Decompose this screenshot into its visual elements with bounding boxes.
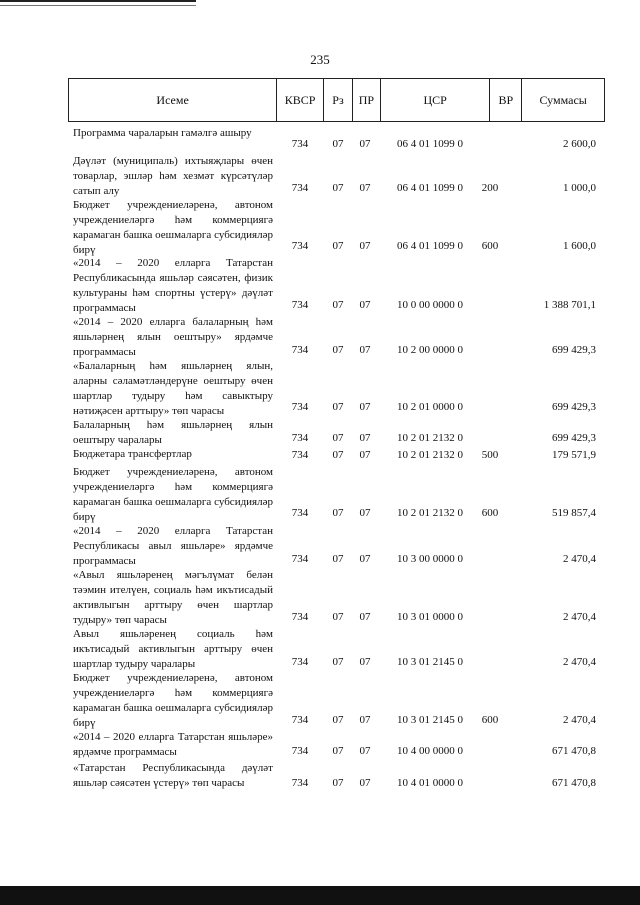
row-vr: 500 [481, 449, 499, 461]
table-row [73, 465, 596, 523]
row-csr: 10 3 01 2145 0 [397, 714, 463, 726]
row-rz: 07 [332, 344, 344, 356]
row-kvsr: 734 [291, 138, 309, 150]
row-pr: 07 [359, 553, 371, 565]
row-kvsr: 734 [291, 714, 309, 726]
row-sum: 2 600,0 [563, 138, 596, 150]
row-kvsr: 734 [291, 299, 309, 311]
row-csr: 06 4 01 1099 0 [397, 138, 463, 150]
row-csr: 10 2 01 0000 0 [397, 401, 463, 413]
row-pr: 07 [359, 745, 371, 757]
row-name: «Авыл яшьләренең мәгълүмат белән тәэмин ителүен, социаль һәм икътисадый активлыгын арттыру өчен шартлар тудыру» төп чарасы [73, 569, 273, 626]
row-rz: 07 [332, 299, 344, 311]
table-header [68, 78, 605, 122]
scan-top-line-thin [0, 5, 196, 6]
row-name: Дәүләт (муниципаль) ихтыяҗлары өчен товарлар, эшләр һәм хезмәт күрсәтүләр сатып алу [73, 155, 273, 197]
row-vr: 200 [481, 182, 499, 194]
table-row [73, 568, 596, 624]
row-name: Программа чараларын гамәлгә ашыру [73, 127, 252, 139]
row-pr: 07 [359, 299, 371, 311]
row-rz: 07 [332, 553, 344, 565]
table-row [73, 256, 596, 312]
row-kvsr: 734 [291, 553, 309, 565]
row-csr: 06 4 01 1099 0 [397, 240, 463, 252]
row-kvsr: 734 [291, 449, 309, 461]
table-row [73, 730, 596, 758]
header-rz: Рз [324, 79, 353, 121]
table-row [73, 627, 596, 669]
row-name: Бюджет учреждениеләренә, автоном учреждениеләргә һәм коммерциягә карамаган башка оешмаларга субсидияләр бирү [73, 466, 273, 523]
row-name: «2014 – 2020 елларга Татарстан яшьләре» ярдәмче программасы [73, 731, 273, 758]
header-name: Исеме [69, 79, 277, 121]
row-kvsr: 734 [291, 344, 309, 356]
row-pr: 07 [359, 611, 371, 623]
row-csr: 06 4 01 1099 0 [397, 182, 463, 194]
row-name: «2014 – 2020 елларга Татарстан Республикасы авыл яшьләре» ярдәмче программасы [73, 525, 273, 567]
row-pr: 07 [359, 240, 371, 252]
header-kvsr: КВСР [277, 79, 324, 121]
row-csr: 10 3 01 0000 0 [397, 611, 463, 623]
row-rz: 07 [332, 432, 344, 444]
row-rz: 07 [332, 138, 344, 150]
row-rz: 07 [332, 182, 344, 194]
row-kvsr: 734 [291, 656, 309, 668]
row-kvsr: 734 [291, 432, 309, 444]
table-row [73, 447, 596, 462]
row-sum: 1 388 701,1 [543, 299, 596, 311]
row-kvsr: 734 [291, 611, 309, 623]
row-sum: 2 470,4 [563, 656, 596, 668]
header-pr: ПР [353, 79, 381, 121]
row-sum: 699 429,3 [552, 432, 596, 444]
row-sum: 671 470,8 [552, 745, 596, 757]
row-csr: 10 2 00 0000 0 [397, 344, 463, 356]
row-sum: 699 429,3 [552, 344, 596, 356]
table-row [73, 418, 596, 445]
row-rz: 07 [332, 240, 344, 252]
row-csr: 10 2 01 2132 0 [397, 507, 463, 519]
row-pr: 07 [359, 182, 371, 194]
page-number: 235 [310, 52, 330, 67]
row-sum: 671 470,8 [552, 777, 596, 789]
row-pr: 07 [359, 401, 371, 413]
table-row [73, 198, 596, 256]
row-pr: 07 [359, 777, 371, 789]
row-csr: 10 4 00 0000 0 [397, 745, 463, 757]
row-kvsr: 734 [291, 182, 309, 194]
row-csr: 10 3 01 2145 0 [397, 656, 463, 668]
row-sum: 179 571,9 [552, 449, 596, 461]
row-sum: 1 600,0 [563, 240, 596, 252]
row-name: Авыл яшьләренең социаль һәм икътисадый активлыгын арттыру өчен шартлар тудыру чаралары [73, 628, 273, 670]
row-rz: 07 [332, 611, 344, 623]
row-csr: 10 4 01 0000 0 [397, 777, 463, 789]
row-pr: 07 [359, 138, 371, 150]
row-sum: 2 470,4 [563, 553, 596, 565]
row-rz: 07 [332, 777, 344, 789]
row-name: «Балаларның һәм яшьләрнең ялын, аларны сәламәтләндерүне оештыру өчен шартлар тудыру һәм савыктыру нәтиҗәсен арттыру» төп чарасы [73, 360, 273, 417]
row-csr: 10 2 01 2132 0 [397, 449, 463, 461]
row-sum: 519 857,4 [552, 507, 596, 519]
row-rz: 07 [332, 745, 344, 757]
row-name: Бюджетара трансфертлар [73, 448, 192, 460]
row-pr: 07 [359, 714, 371, 726]
row-vr: 600 [481, 714, 499, 726]
row-name: «2014 – 2020 елларга Татарстан Республикасында яшьләр сәясәтен, физик культураны һәм спортны үстерү» дәүләт программасы [73, 257, 273, 314]
row-sum: 1 000,0 [563, 182, 596, 194]
row-kvsr: 734 [291, 401, 309, 413]
row-pr: 07 [359, 656, 371, 668]
row-sum: 2 470,4 [563, 611, 596, 623]
row-pr: 07 [359, 344, 371, 356]
table-row [73, 154, 596, 195]
header-sum: Суммасы [539, 92, 587, 107]
table-row [73, 359, 596, 417]
row-csr: 10 3 00 0000 0 [397, 553, 463, 565]
row-pr: 07 [359, 449, 371, 461]
row-kvsr: 734 [291, 745, 309, 757]
table-row [73, 761, 596, 790]
row-rz: 07 [332, 507, 344, 519]
row-name: Бюджет учреждениеләренә, автоном учреждениеләргә һәм коммерциягә карамаган башка оешмаларга субсидияләр бирү [73, 672, 273, 729]
header-vr: ВР [490, 79, 522, 121]
row-pr: 07 [359, 507, 371, 519]
row-csr: 10 0 00 0000 0 [397, 299, 463, 311]
scan-top-line [0, 0, 196, 2]
table-row [73, 315, 596, 357]
row-kvsr: 734 [291, 507, 309, 519]
row-kvsr: 734 [291, 777, 309, 789]
table-row [73, 524, 596, 566]
row-rz: 07 [332, 714, 344, 726]
row-pr: 07 [359, 432, 371, 444]
row-name: Балаларның һәм яшьләрнең ялын оештыру чаралары [73, 419, 273, 446]
row-name: «Татарстан Республикасында дәүләт яшьләр сәясәтен үстерү» төп чарасы [73, 762, 273, 789]
table-row [73, 671, 596, 727]
header-csr: ЦСР [381, 79, 491, 121]
row-vr: 600 [481, 240, 499, 252]
row-vr: 600 [481, 507, 499, 519]
table-row [73, 126, 596, 151]
row-kvsr: 734 [291, 240, 309, 252]
row-name: «2014 – 2020 елларга балаларның һәм яшьләрнең ялын оештыру» ярдәмче программасы [73, 316, 273, 358]
row-csr: 10 2 01 2132 0 [397, 432, 463, 444]
scan-bottom-edge [0, 886, 640, 905]
row-rz: 07 [332, 449, 344, 461]
row-sum: 699 429,3 [552, 401, 596, 413]
row-sum: 2 470,4 [563, 714, 596, 726]
row-rz: 07 [332, 656, 344, 668]
row-name: Бюджет учреждениеләренә, автоном учреждениеләргә һәм коммерциягә карамаган башка оешмаларга субсидияләр бирү [73, 199, 273, 256]
row-rz: 07 [332, 401, 344, 413]
